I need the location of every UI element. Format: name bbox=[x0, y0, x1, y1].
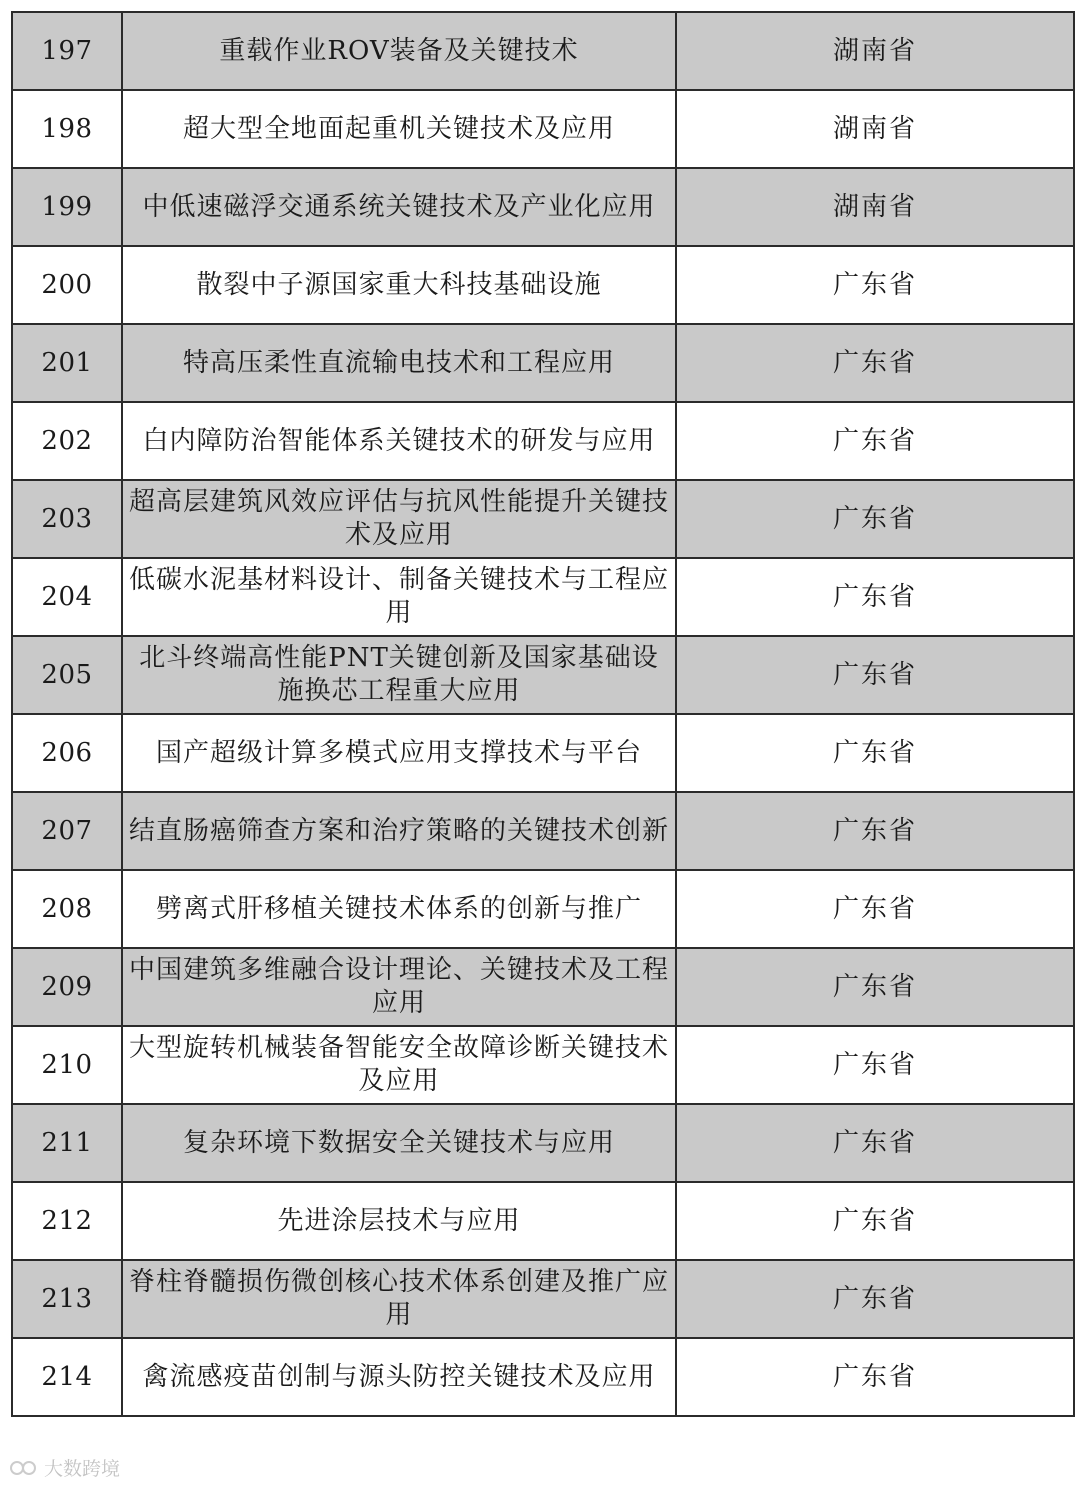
project-name: 北斗终端高性能PNT关键创新及国家基础设施换芯工程重大应用 bbox=[122, 636, 676, 714]
project-name: 结直肠癌筛查方案和治疗策略的关键技术创新 bbox=[122, 792, 676, 870]
project-name: 中国建筑多维融合设计理论、关键技术及工程应用 bbox=[122, 948, 676, 1026]
table-row bbox=[12, 1260, 1074, 1338]
province: 广东省 bbox=[676, 870, 1074, 948]
row-number: 207 bbox=[12, 792, 122, 870]
project-name: 劈离式肝移植关键技术体系的创新与推广 bbox=[122, 870, 676, 948]
row-number: 205 bbox=[12, 636, 122, 714]
row-number: 213 bbox=[12, 1260, 122, 1338]
project-name: 特高压柔性直流输电技术和工程应用 bbox=[122, 324, 676, 402]
project-name: 重载作业ROV装备及关键技术 bbox=[122, 12, 676, 90]
province: 广东省 bbox=[676, 1104, 1074, 1182]
project-name: 散裂中子源国家重大科技基础设施 bbox=[122, 246, 676, 324]
table-row bbox=[12, 636, 1074, 714]
province: 广东省 bbox=[676, 636, 1074, 714]
row-number: 201 bbox=[12, 324, 122, 402]
province: 湖南省 bbox=[676, 168, 1074, 246]
table-row bbox=[12, 246, 1074, 324]
table-row bbox=[12, 480, 1074, 558]
province: 广东省 bbox=[676, 1182, 1074, 1260]
project-name: 超大型全地面起重机关键技术及应用 bbox=[122, 90, 676, 168]
province: 广东省 bbox=[676, 714, 1074, 792]
watermark-text: 大数跨境 bbox=[44, 1457, 121, 1480]
province: 广东省 bbox=[676, 324, 1074, 402]
row-number: 199 bbox=[12, 168, 122, 246]
row-number: 198 bbox=[12, 90, 122, 168]
table-row bbox=[12, 870, 1074, 948]
table-row bbox=[12, 948, 1074, 1026]
project-table bbox=[11, 11, 1075, 1417]
table-row bbox=[12, 558, 1074, 636]
province: 广东省 bbox=[676, 402, 1074, 480]
row-number: 203 bbox=[12, 480, 122, 558]
table-row bbox=[12, 1338, 1074, 1416]
project-name: 超高层建筑风效应评估与抗风性能提升关键技术及应用 bbox=[122, 480, 676, 558]
table-row bbox=[12, 324, 1074, 402]
project-name: 复杂环境下数据安全关键技术与应用 bbox=[122, 1104, 676, 1182]
province: 广东省 bbox=[676, 1026, 1074, 1104]
row-number: 208 bbox=[12, 870, 122, 948]
row-number: 200 bbox=[12, 246, 122, 324]
row-number: 214 bbox=[12, 1338, 122, 1416]
province: 广东省 bbox=[676, 480, 1074, 558]
table-row bbox=[12, 1104, 1074, 1182]
province: 湖南省 bbox=[676, 12, 1074, 90]
project-name: 禽流感疫苗创制与源头防控关键技术及应用 bbox=[122, 1338, 676, 1416]
province: 广东省 bbox=[676, 948, 1074, 1026]
table-row bbox=[12, 1182, 1074, 1260]
province: 广东省 bbox=[676, 558, 1074, 636]
table-row bbox=[12, 402, 1074, 480]
project-name: 大型旋转机械装备智能安全故障诊断关键技术及应用 bbox=[122, 1026, 676, 1104]
project-name: 白内障防治智能体系关键技术的研发与应用 bbox=[122, 402, 676, 480]
project-name: 先进涂层技术与应用 bbox=[122, 1182, 676, 1260]
table-row bbox=[12, 714, 1074, 792]
watermark bbox=[10, 1452, 120, 1482]
province: 广东省 bbox=[676, 792, 1074, 870]
province: 广东省 bbox=[676, 246, 1074, 324]
province: 湖南省 bbox=[676, 90, 1074, 168]
row-number: 206 bbox=[12, 714, 122, 792]
table-row bbox=[12, 792, 1074, 870]
weibo-logo-icon bbox=[10, 1458, 38, 1476]
row-number: 212 bbox=[12, 1182, 122, 1260]
table-row bbox=[12, 12, 1074, 90]
project-name: 低碳水泥基材料设计、制备关键技术与工程应用 bbox=[122, 558, 676, 636]
project-name: 中低速磁浮交通系统关键技术及产业化应用 bbox=[122, 168, 676, 246]
row-number: 210 bbox=[12, 1026, 122, 1104]
row-number: 202 bbox=[12, 402, 122, 480]
row-number: 211 bbox=[12, 1104, 122, 1182]
table-row bbox=[12, 168, 1074, 246]
project-name: 国产超级计算多模式应用支撑技术与平台 bbox=[122, 714, 676, 792]
row-number: 197 bbox=[12, 12, 122, 90]
province: 广东省 bbox=[676, 1338, 1074, 1416]
row-number: 204 bbox=[12, 558, 122, 636]
province: 广东省 bbox=[676, 1260, 1074, 1338]
project-table-body bbox=[12, 12, 1074, 1416]
table-row bbox=[12, 1026, 1074, 1104]
row-number: 209 bbox=[12, 948, 122, 1026]
table-row bbox=[12, 90, 1074, 168]
project-name: 脊柱脊髓损伤微创核心技术体系创建及推广应用 bbox=[122, 1260, 676, 1338]
